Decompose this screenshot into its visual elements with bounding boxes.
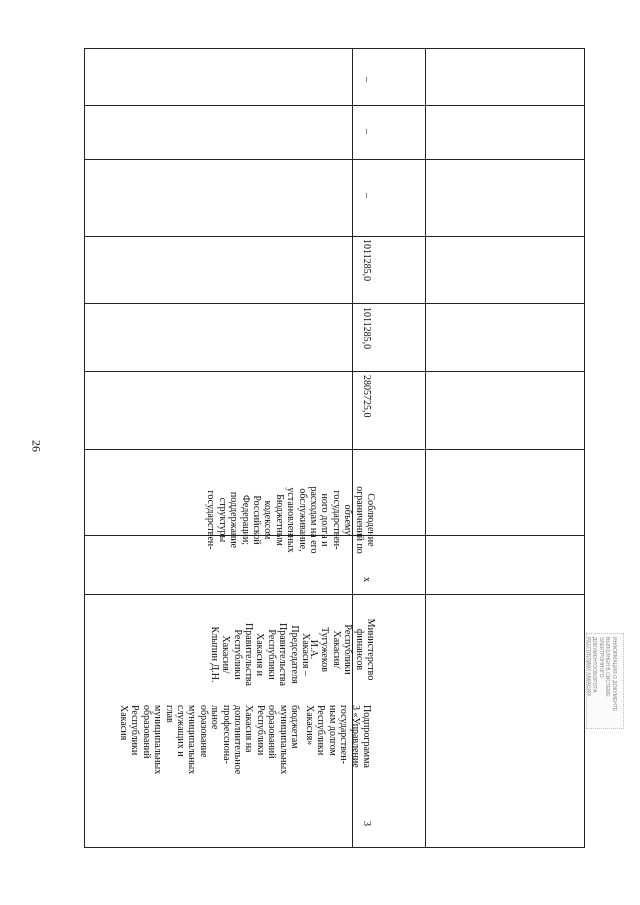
lower-dash-1-cell: – (361, 193, 372, 198)
upper-program-cell: бюджетам муниципальных образований Республики Хакасия на дополнительное профессиона- льное образование муниципальных служащих и глав муниципальных образований Республики Хакасия (117, 705, 300, 775)
lower-number-cell: 3 (361, 821, 372, 826)
column-divider (85, 371, 584, 372)
column-divider (85, 105, 584, 106)
column-divider (85, 303, 584, 304)
page-number: 26 (29, 440, 44, 452)
program-table (84, 48, 585, 848)
lower-total-cell: 2805725,0 (361, 375, 372, 418)
upper-responsible-cell: Хакасия – Председателя Правительства Республики Хакасия и Правительства Республики Хакасия/ Клыпин Д.Н. (208, 623, 311, 686)
document-stamp (586, 633, 624, 729)
row-divider (425, 49, 426, 847)
lower-value-1-cell: 1011285,0 (361, 307, 372, 350)
stamp-text: ИНФОРМАЦИЯ О ДОКУМЕНТЕ ВЫПОЛНЕН В СИСТЕМЕ ЭЛЕКТРОННОГО ДОКУМЕНТООБОРОТА РЕСПУБЛИКИ ХАКАСИЯ (585, 637, 617, 712)
lower-result-cell: Соблюдение ограничений по объему государствен- ного долга и расходам на его обслуживание, установленных Бюджетным кодексом Российской Федерации; поддержание структуры государствен- (205, 486, 376, 554)
column-divider (85, 236, 584, 237)
column-divider (85, 594, 584, 595)
lower-mark-cell: x (361, 577, 372, 582)
lower-dash-3-cell: – (361, 77, 372, 82)
column-divider (85, 159, 584, 160)
lower-value-2-cell: 1011285,0 (361, 239, 372, 282)
lower-program-cell: Подпрограмма 3 «Управление государствен- ным долгом Республики Хакасия» (303, 705, 372, 768)
lower-dash-2-cell: – (361, 129, 372, 134)
lower-responsible-cell: Министерство финансов Республики Хакасия/ Тугужеков И.А. (307, 618, 376, 681)
